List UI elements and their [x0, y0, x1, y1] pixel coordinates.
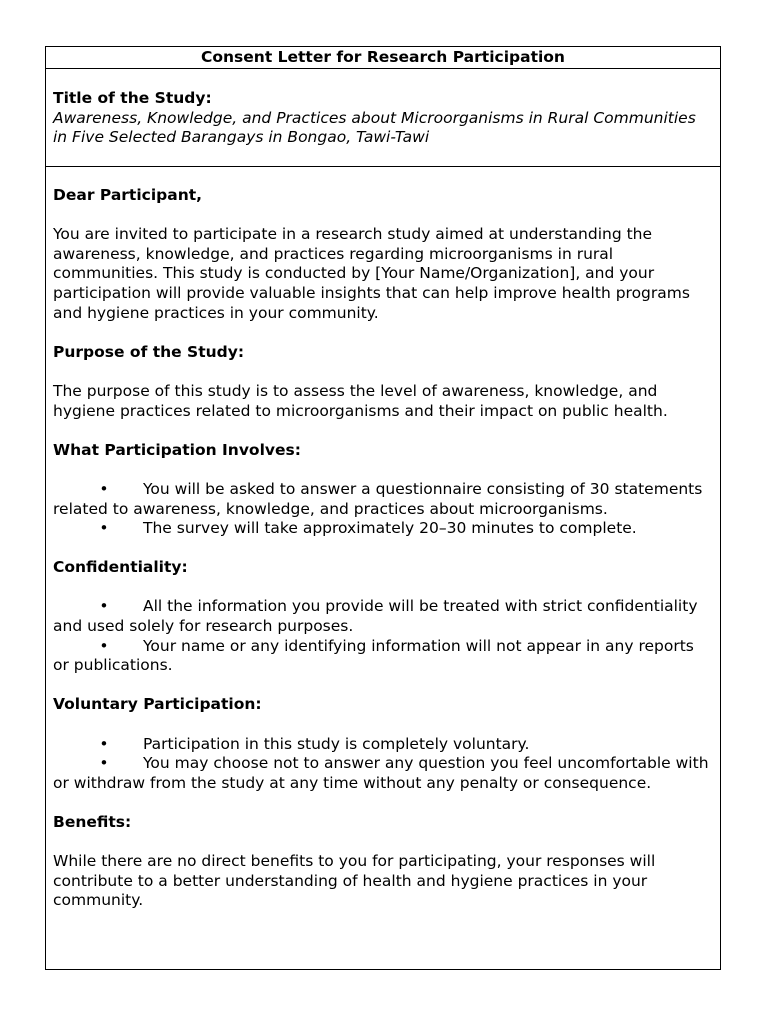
bullet-icon: •: [99, 519, 109, 538]
list-item-text: You may choose not to answer any question you feel uncomfortable with or withdraw from the study at any time without any penalty or consequence.: [53, 754, 709, 792]
list-item: [53, 519, 713, 539]
document-header: Consent Letter for Research Participation: [46, 47, 720, 69]
list-item: [53, 637, 713, 676]
intro-paragraph: You are invited to participate in a research study aimed at understanding the awareness, knowledge, and practices regarding microorganisms in rural communities. This study is conducted by [Your Name/Organization], and your participation will provide valuable insights that can help improve health programs and hygiene practices in your community.: [53, 225, 690, 322]
greeting: Dear Participant,: [53, 186, 203, 204]
bullet-icon: •: [99, 636, 109, 655]
list-item: [53, 754, 713, 793]
purpose-paragraph: The purpose of this study is to assess the level of awareness, knowledge, and hygiene practices related to microorganisms and their impact on public health.: [53, 381, 668, 420]
confidentiality-heading: Confidentiality:: [53, 558, 188, 577]
voluntary-heading: Voluntary Participation:: [53, 695, 262, 714]
benefits-paragraph: While there are no direct benefits to you for participating, your responses will contribute to a better understanding of health and hygiene practices in your community.: [53, 852, 656, 910]
list-item-text: Your name or any identifying information will not appear in any reports or publications.: [53, 636, 694, 675]
study-title-section: [46, 69, 720, 167]
list-item-text: Participation in this study is completely voluntary.: [143, 734, 530, 753]
bullet-icon: •: [99, 597, 109, 616]
consent-letter-table: [45, 46, 721, 970]
voluntary-list: [53, 735, 713, 794]
list-item: [53, 597, 713, 636]
participation-list: [53, 480, 713, 539]
letter-body: [46, 167, 720, 969]
list-item-text: You will be asked to answer a questionnaire consisting of 30 statements related to awareness, knowledge, and practices about microorganisms.: [53, 479, 703, 518]
list-item-text: All the information you provide will be treated with strict confidentiality and used solely for research purposes.: [53, 597, 698, 636]
benefits-heading: Benefits:: [53, 813, 132, 831]
purpose-heading: Purpose of the Study:: [53, 342, 245, 361]
list-item-text: The survey will take approximately 20–30 minutes to complete.: [143, 519, 637, 538]
list-item: [53, 480, 713, 519]
confidentiality-list: [53, 597, 713, 675]
list-item: [53, 735, 713, 755]
study-title-text: Awareness, Knowledge, and Practices about Microorganisms in Rural Communities in Five Selected Barangays in Bongao, Tawi-Tawi: [53, 108, 696, 146]
bullet-icon: •: [99, 734, 109, 753]
bullet-icon: •: [99, 754, 109, 773]
participation-heading: What Participation Involves:: [53, 440, 301, 459]
bullet-icon: •: [99, 479, 109, 498]
study-title-label: Title of the Study:: [53, 89, 212, 107]
